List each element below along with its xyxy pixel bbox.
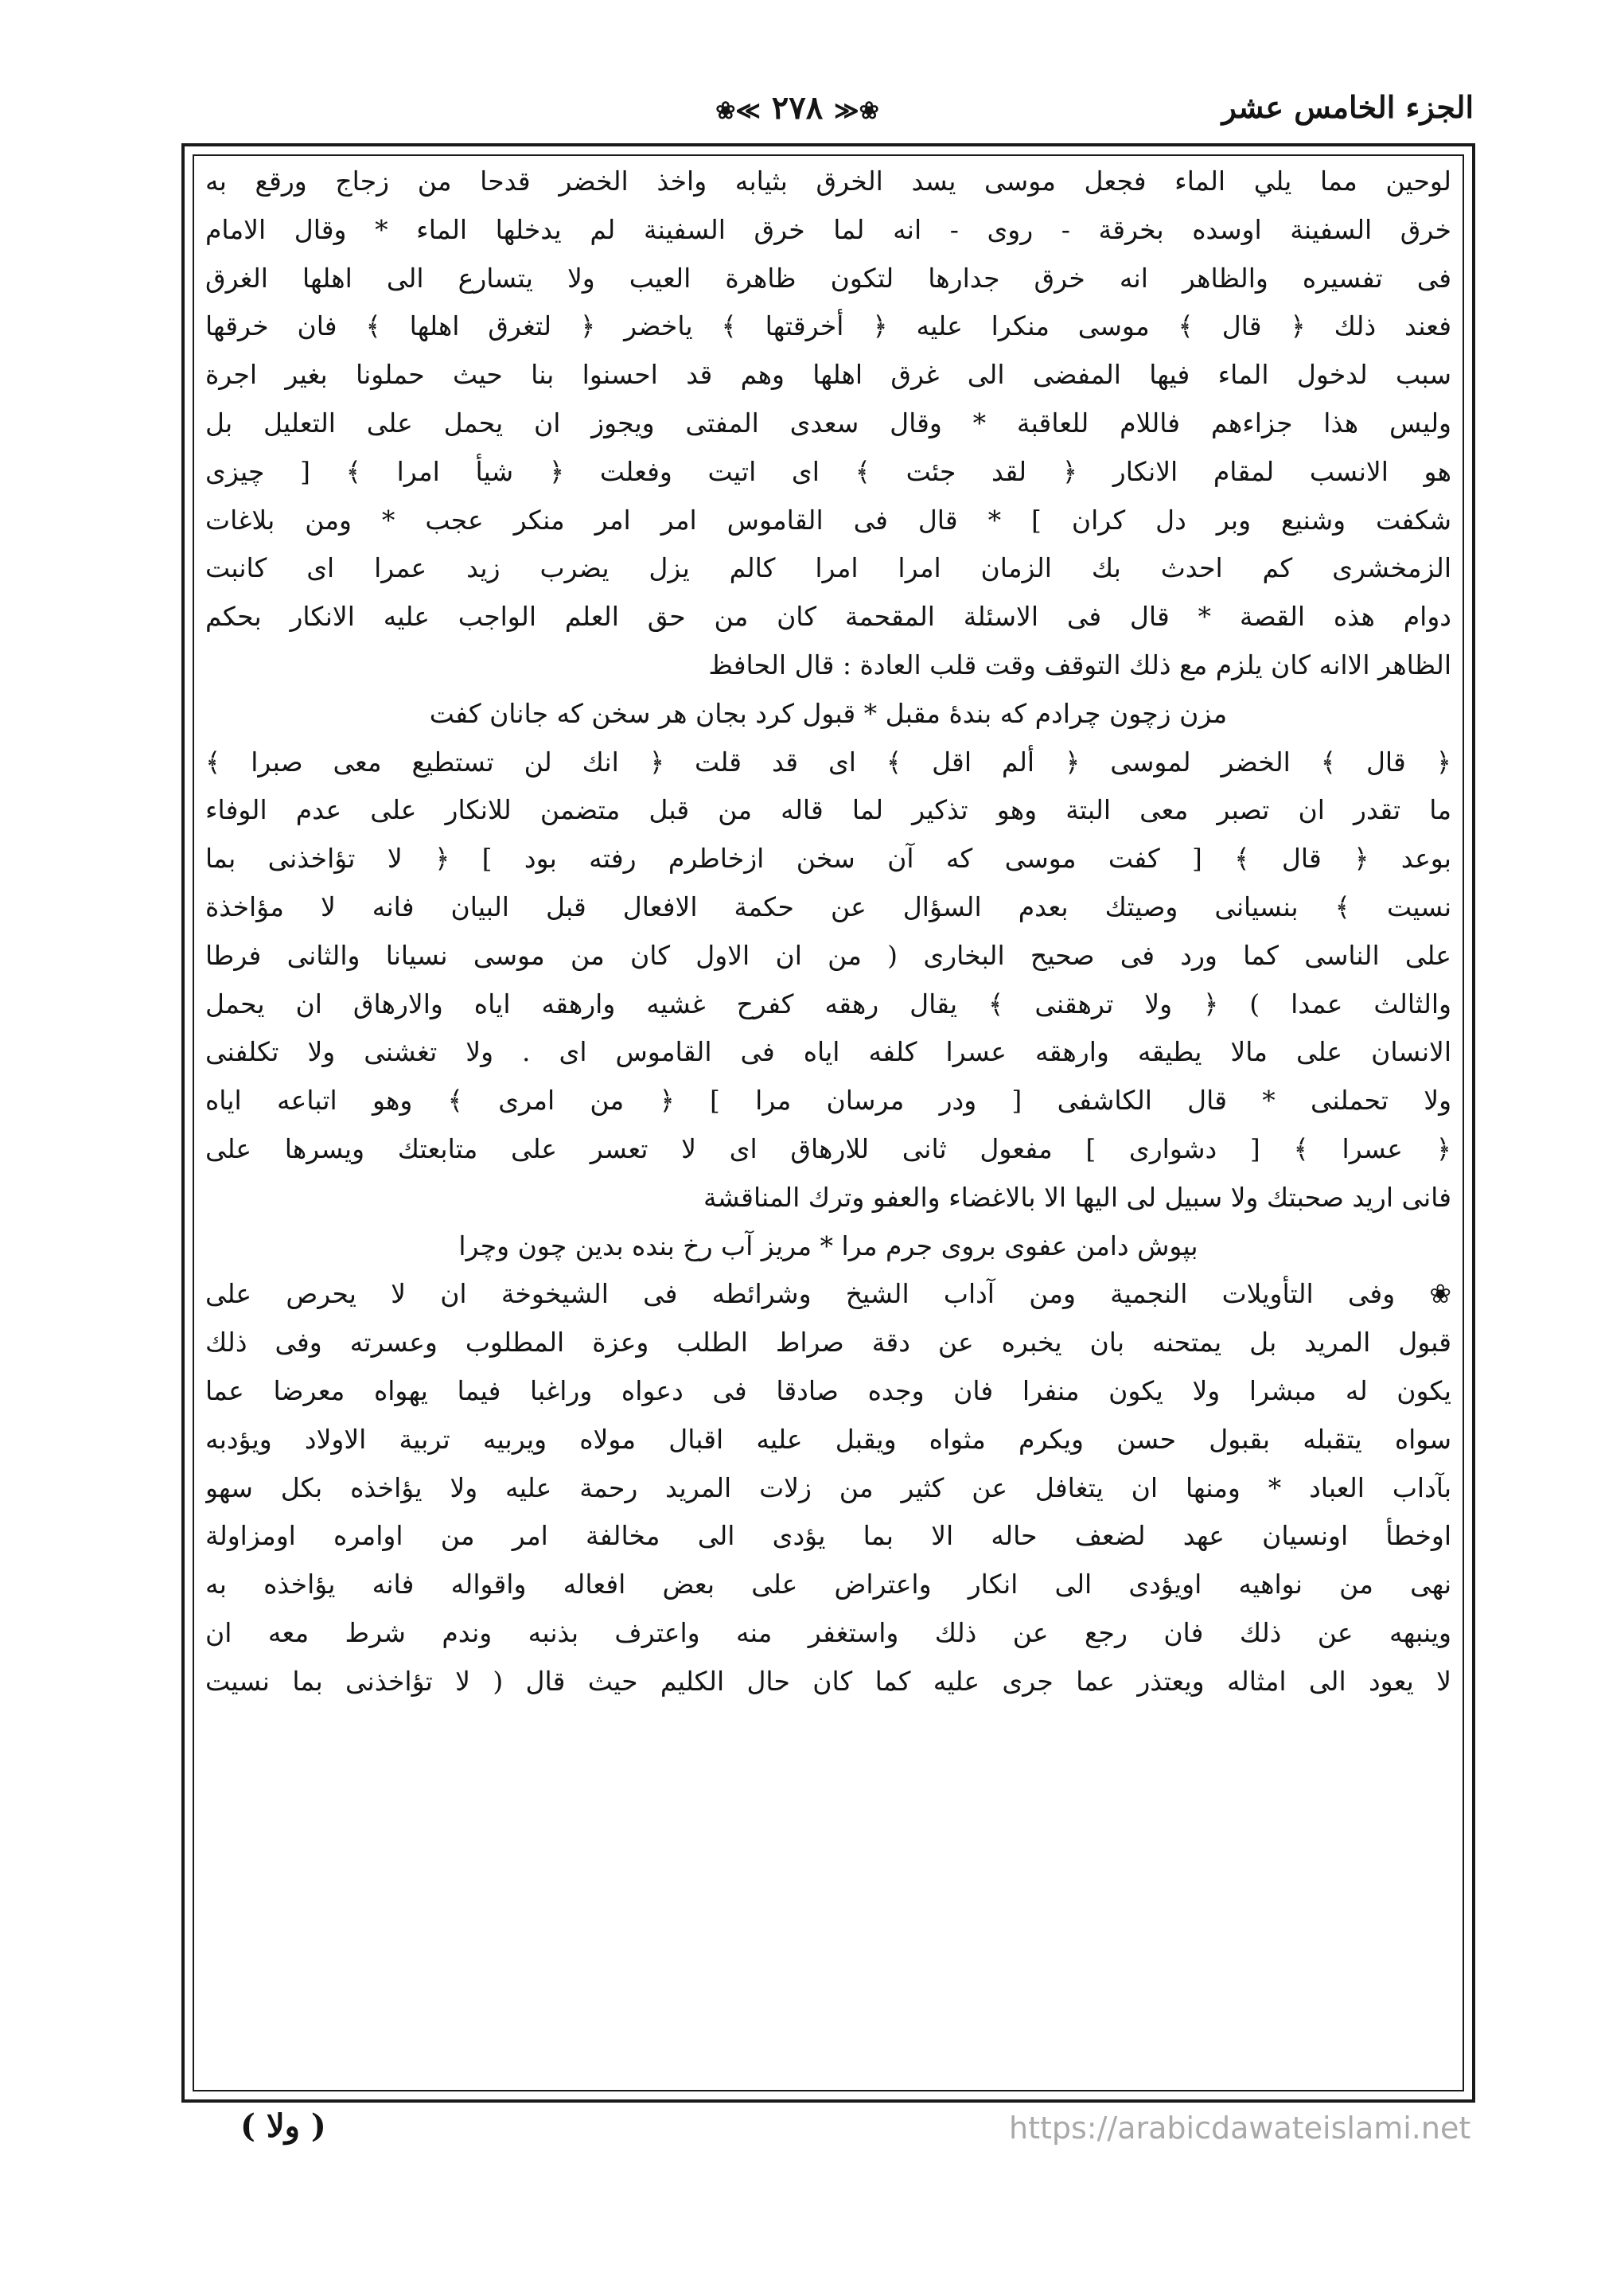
text-line: يكون له مبشرا ولا يكون منفرا فان وجده صادقا فى دعواه وراغبا فيما يهواه معرضا عما bbox=[205, 1374, 1451, 1406]
page-number: ٢٧٨ bbox=[771, 89, 824, 127]
watermark-url: https://arabicdawateislami.net bbox=[1009, 2111, 1471, 2146]
text-body bbox=[205, 158, 1451, 1706]
part-title: الجزء الخامس عشر bbox=[1221, 89, 1474, 125]
text-frame bbox=[181, 143, 1475, 2103]
text-line: قبول المريد بل يمتحنه بان يخبره عن دقة صراط الطلب وعزة المطلوب وعسرته وفى ذلك bbox=[205, 1327, 1451, 1358]
text-line: خرق السفينة اوسده بخرقة - روى - انه لما خرق السفينة لم يدخلها الماء * وقال الامام bbox=[205, 213, 1451, 245]
text-line: والثالث عمدا ) ﴿ ولا ترهقنى ﴾ يقال رهقه كفرح غشيه وارهقه اياه والارهاق ان يحمل bbox=[205, 988, 1451, 1019]
text-line: بآداب العباد * ومنها ان يتغافل عن كثير من زلات المريد رحمة عليه ولا يؤاخذه بكل سهو bbox=[205, 1472, 1451, 1503]
text-line: فانى اريد صحبتك ولا سبيل لى اليها الا بالاغضاء والعفو وترك المناقشة bbox=[703, 1181, 1451, 1213]
text-line: دوام هذه القصة * قال فى الاسئلة المقحمة كان من حق العلم الواجب عليه الانكار بحكم bbox=[205, 601, 1451, 633]
text-line: الظاهر الاانه كان يلزم مع ذلك التوقف وقت قلب العادة : قال الحافظ bbox=[708, 649, 1451, 680]
text-line: فى تفسيره والظاهر انه خرق جدارها لتكون ظاهرة العيب ولا يتسارع الى اهلها الغرق bbox=[205, 262, 1451, 294]
text-line: الانسان على مالا يطيقه وارهقه عسرا كلفه اياه فى القاموس اى . ولا تغشنى ولا تكلفنى bbox=[205, 1036, 1451, 1068]
ornament-left-icon: ❀≪ bbox=[715, 97, 761, 125]
text-line: لوحين مما يلي الماء فجعل موسى يسد الخرق بثيابه واخذ الخضر قدحا من زجاج ورقع به bbox=[205, 166, 1451, 197]
verse-line: بپوش دامن عفوى بروى جرم مرا * مريز آب رخ بنده بدين چون وچرا bbox=[458, 1230, 1198, 1261]
page-header bbox=[185, 89, 1474, 137]
text-line: ❀ وفى التأويلات النجمية ومن آداب الشيخ وشرائطه فى الشيخوخة ان لا يحرص على bbox=[205, 1278, 1451, 1310]
text-line: نهى من نواهيه اويؤدى الى انكار واعتراض على بعض افعاله واقواله فانه يؤاخذه به bbox=[205, 1569, 1451, 1600]
ornament-right-icon: ≫❀ bbox=[834, 97, 879, 125]
text-line: اوخطأ اونسيان عهد لضعف حاله الا بما يؤدى الى مخالفة امر من اوامره اومزاولة bbox=[205, 1520, 1451, 1552]
page-number-block bbox=[678, 89, 917, 127]
text-line: سبب لدخول الماء فيها المفضى الى غرق اهلها وهم قد احسنوا بنا حيث حملونا بغير اجرة bbox=[205, 359, 1451, 391]
text-line: على الناسى كما ورد فى صحيح البخارى ( من ان الاول كان من موسى نسيانا والثانى فرطا bbox=[205, 939, 1451, 971]
text-line: ما تقدر ان تصبر معى البتة وهو تذكير لما قاله من قبل متضمن للانكار على عدم الوفاء bbox=[205, 794, 1451, 826]
text-line: لا يعود الى امثاله ويعتذر عما جرى عليه كما كان حال الكليم حيث قال ( لا تؤاخذنى بما نسيت bbox=[205, 1665, 1451, 1697]
text-line: هو الانسب لمقام الانكار ﴿ لقد جئت ﴾ اى اتيت وفعلت ﴿ شيأ امرا ﴾ [ چيزى bbox=[205, 455, 1451, 487]
text-line: ﴿ عسرا ﴾ [ دشوارى ] مفعول ثانى للارهاق اى لا تعسر على متابعتك ويسرها على bbox=[205, 1132, 1451, 1164]
text-line: ولا تحملنى * قال الكاشفى [ ودر مرسان مرا ] ﴿ من امرى ﴾ وهو اتباعه اياه bbox=[205, 1085, 1451, 1117]
text-line: وليس هذا جزاءهم فاللام للعاقبة * وقال سعدى المفتى ويجوز ان يحمل على التعليل بل bbox=[205, 407, 1451, 439]
text-line: ﴿ قال ﴾ الخضر لموسى ﴿ ألم اقل ﴾ اى قد قلت ﴿ انك لن تستطيع معى صبرا ﴾ bbox=[205, 746, 1451, 778]
text-line: فعند ذلك ﴿ قال ﴾ موسى منكرا عليه ﴿ أخرقتها ﴾ ياخضر ﴿ لتغرق اهلها ﴾ فان خرقها bbox=[205, 310, 1451, 342]
text-line: الزمخشرى كم احدث بك الزمان امرا امرا كالم يزل يضرب زيد عمرا اى كانبت bbox=[205, 552, 1451, 584]
text-line: سواه يتقبله بقبول حسن ويكرم مثواه ويقبل عليه اقبال مولاه ويربيه تربية الاولاد ويؤدبه bbox=[205, 1423, 1451, 1455]
text-line: وينبهه عن ذلك فان رجع عن ذلك واستغفر منه واعترف بذنبه وندم شرط معه ان bbox=[205, 1616, 1451, 1648]
catchword: ( ولا ) bbox=[240, 2107, 326, 2145]
text-line: بوعد ﴿ قال ﴾ [ كفت موسى كه آن سخن ازخاطرم رفته بود ] ﴿ لا تؤاخذنى بما bbox=[205, 843, 1451, 875]
text-line: شكفت وشنيع وبر دل كران ] * قال فى القاموس امر امر منكر عجب * ومن بلاغات bbox=[205, 504, 1451, 536]
verse-line: مزن زچون چرادم كه بندهٔ مقبل * قبول كرد بجان هر سخن كه جانان كفت bbox=[429, 697, 1228, 729]
text-line: نسيت ﴾ بنسيانى وصيتك بعدم السؤال عن حكمة الافعال قبل البيان فانه لا مؤاخذة bbox=[205, 891, 1451, 922]
